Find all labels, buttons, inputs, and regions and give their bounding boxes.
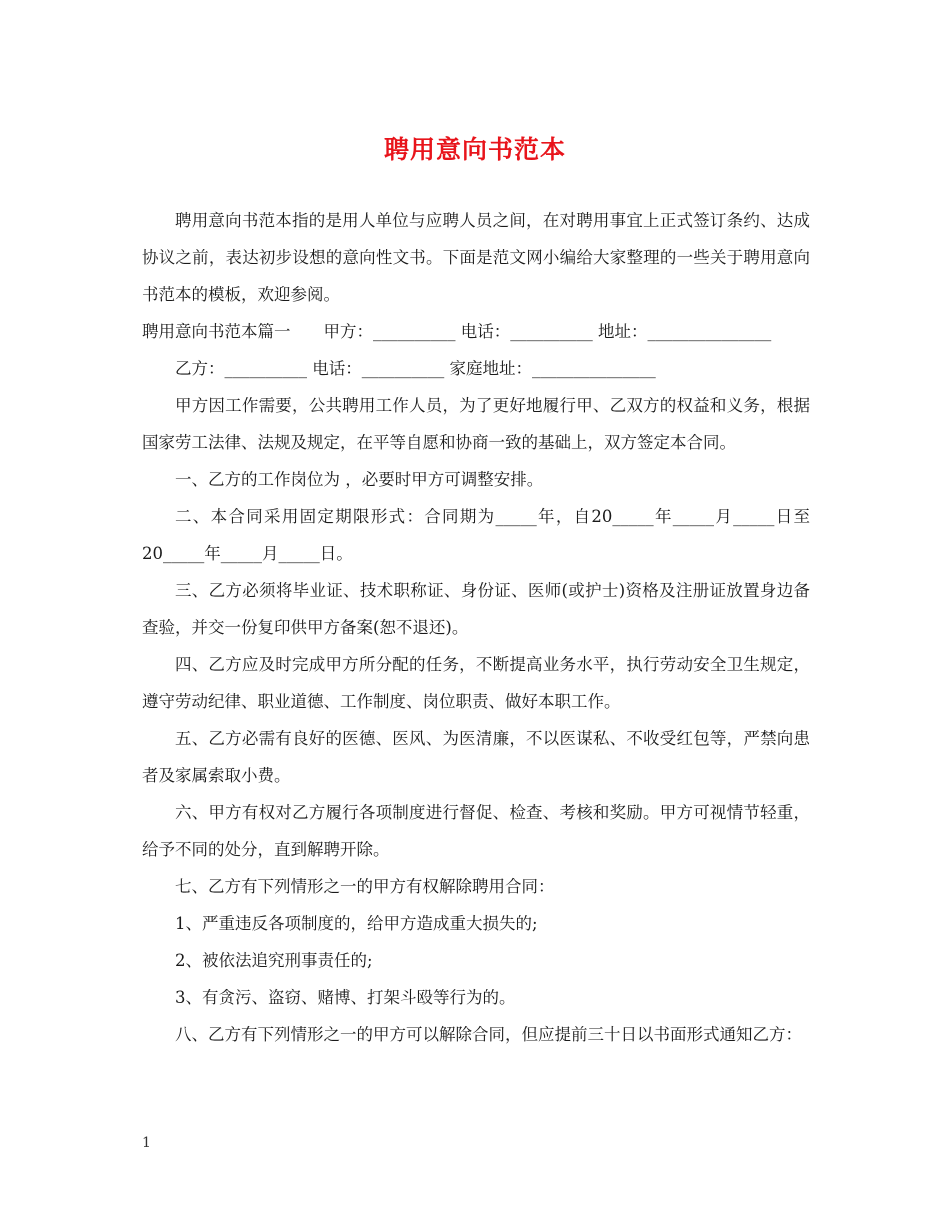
document-body: [142, 202, 810, 1053]
intro-paragraph: 聘用意向书范本指的是用人单位与应聘人员之间，在对聘用事宜上正式签订条约、达成协议之前，表达初步设想的意向性文书。下面是范文网小编给大家整理的一些关于聘用意向书范本的模板，欢迎参阅。: [142, 211, 810, 304]
clause-7-item-2: 2、被依法追究刑事责任的;: [175, 951, 373, 970]
clause-3: 三、乙方必须将毕业证、技术职称证、身份证、医师(或护士)资格及注册证放置身边备查验，并交一份复印供甲方备案(恕不退还)。: [142, 581, 810, 637]
clause-5: 五、乙方必需有良好的医德、医风、为医清廉，不以医谋私、不收受红包等，严禁向患者及家属索取小费。: [142, 729, 810, 785]
party-b-line: 乙方：__________ 电话：__________ 家庭地址：_______________: [175, 359, 656, 378]
clause-7-item-3: 3、有贪污、盗窃、赌博、打架斗殴等行为的。: [175, 988, 516, 1007]
document-title: 聘用意向书范本: [383, 135, 566, 164]
party-a-line: 聘用意向书范本篇一 甲方：__________ 电话：__________ 地址：_______________: [142, 322, 772, 341]
clause-8: 八、乙方有下列情形之一的甲方可以解除合同，但应提前三十日以书面形式通知乙方：: [175, 1025, 802, 1044]
clause-7-item-1: 1、严重违反各项制度的，给甲方造成重大损失的;: [175, 914, 538, 933]
clause-7: 七、乙方有下列情形之一的甲方有权解除聘用合同：: [175, 877, 555, 896]
clause-2: 二、本合同采用固定期限形式：合同期为_____年，自20_____年_____月_____日至20_____年_____月_____日。: [142, 507, 810, 563]
page-number: 1: [142, 1135, 151, 1151]
clause-6: 六、甲方有权对乙方履行各项制度进行督促、检查、考核和奖励。甲方可视情节轻重，给予不同的处分，直到解聘开除。: [142, 803, 810, 859]
clause-4: 四、乙方应及时完成甲方所分配的任务，不断提高业务水平，执行劳动安全卫生规定，遵守劳动纪律、职业道德、工作制度、岗位职责、做好本职工作。: [142, 655, 810, 711]
clause-1: 一、乙方的工作岗位为 ，必要时甲方可调整安排。: [175, 470, 544, 489]
contract-preamble: 甲方因工作需要，公共聘用工作人员，为了更好地履行甲、乙双方的权益和义务，根据国家劳工法律、法规及规定，在平等自愿和协商一致的基础上，双方签定本合同。: [142, 396, 810, 452]
